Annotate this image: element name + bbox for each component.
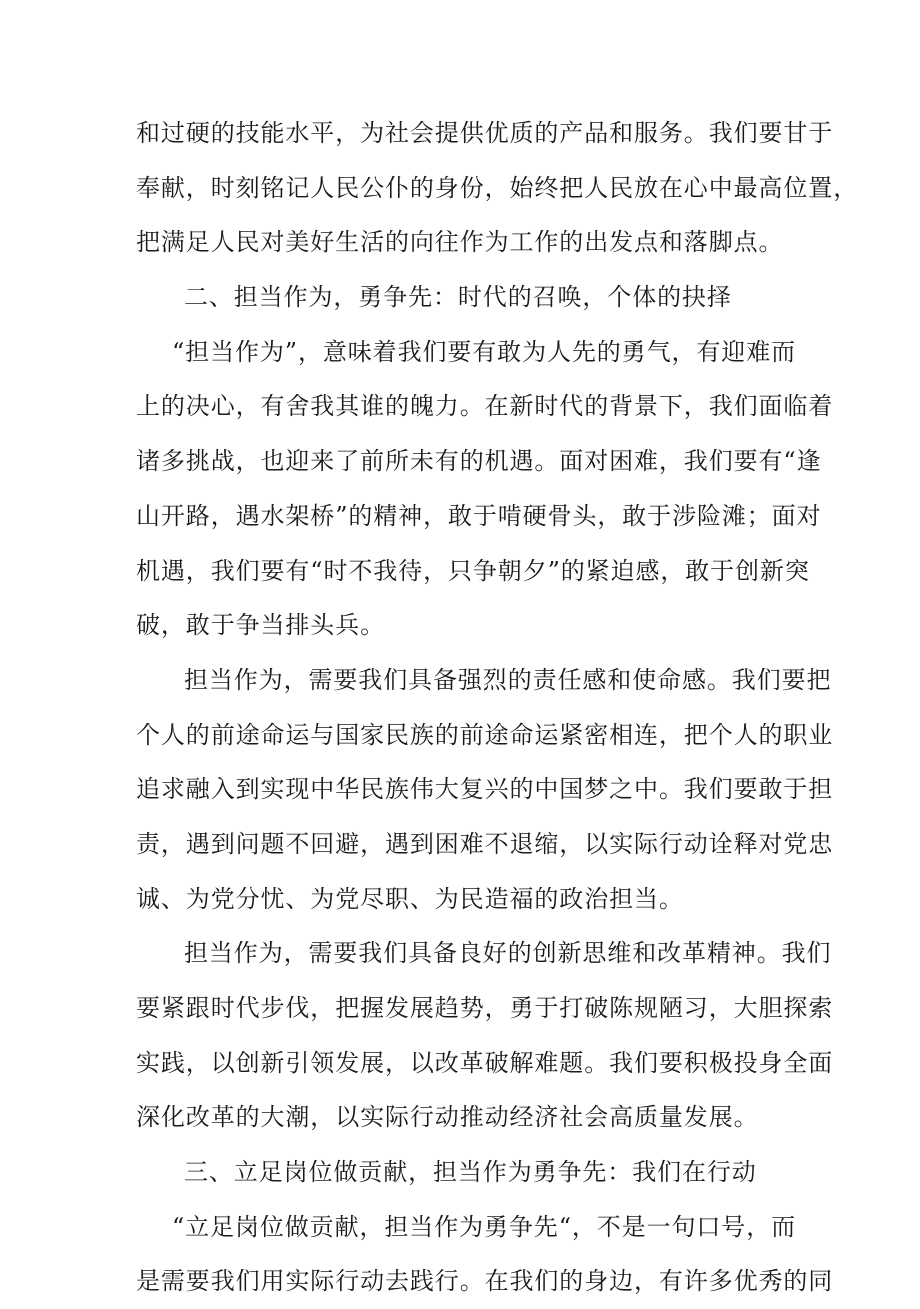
- text-line: 是需要我们用实际行动去践行。在我们的身边，有许多优秀的同: [136, 1267, 834, 1296]
- text-line: 机遇，我们要有“时不我待，只争朝夕”的紧迫感，敢于创新突: [136, 556, 810, 585]
- text-line: 责，遇到问题不回避，遇到困难不退缩，以实际行动诠释对党忠: [136, 829, 834, 858]
- text-line: 把满足人民对美好生活的向往作为工作的出发点和落脚点。: [136, 228, 784, 257]
- text-line: 奉献，时刻铭记人民公仆的身份，始终把人民放在心中最高位置，: [136, 173, 859, 202]
- text-line: 实践，以创新引领发展，以改革破解难题。我们要积极投身全面: [136, 1048, 834, 1077]
- text-line: 要紧跟时代步伐，把握发展趋势，勇于打破陈规陋习，大胆探索: [136, 994, 834, 1022]
- text-line: 个人的前途命运与国家民族的前途命运紧密相连，把个人的职业: [136, 720, 834, 749]
- text-line: 山开路，遇水架桥”的精神，敢于啃硬骨头，敢于涉险滩；面对: [136, 501, 822, 530]
- document-body: [136, 106, 859, 1309]
- text-line: 担当作为，需要我们具备强烈的责任感和使命感。我们要把: [184, 665, 832, 694]
- text-line: 诸多挑战，也迎来了前所未有的机遇。面对困难，我们要有“逢: [136, 447, 822, 476]
- text-line: 担当作为，需要我们具备良好的创新思维和改革精神。我们: [184, 939, 832, 968]
- text-line: 追求融入到实现中华民族伟大复兴的中国梦之中。我们要敢于担: [136, 775, 834, 804]
- text-line: 破，敢于争当排头兵。: [136, 611, 385, 640]
- text-line: “立足岗位做贡献，担当作为勇争先“，不是一句口号，而: [172, 1212, 796, 1241]
- text-line: 诚、为党分忧、为党尽职、为民造福的政治担当。: [136, 884, 684, 913]
- section-heading: 三、立足岗位做贡献，担当作为勇争先：我们在行动: [184, 1158, 757, 1187]
- text-line: 深化改革的大潮，以实际行动推动经济社会高质量发展。: [136, 1103, 759, 1132]
- text-line: 和过硬的技能水平，为社会提供优质的产品和服务。我们要甘于: [136, 119, 834, 147]
- text-line: “担当作为”，意味着我们要有敢为人先的勇气，有迎难而: [172, 337, 796, 366]
- text-line: 上的决心，有舍我其谁的魄力。在新时代的背景下，我们面临着: [136, 392, 834, 421]
- section-heading: 二、担当作为，勇争先：时代的召唤，个体的抉择: [184, 283, 732, 312]
